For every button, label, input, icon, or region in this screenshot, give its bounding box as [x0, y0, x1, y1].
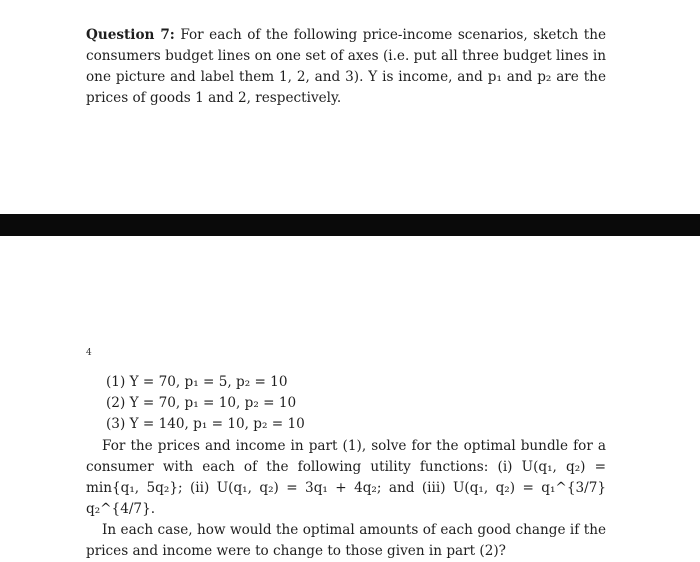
scenario-3: (3) Y = 140, p₁ = 10, p₂ = 10	[106, 416, 305, 432]
scenario-list	[106, 372, 305, 435]
utility-functions-paragraph: For the prices and income in part (1), solve for the optimal bundle for a consumer with each of the following utility functions: (i) U(q₁, q₂) = min{q₁, 5q₂}; (ii) U(q₁, q₂) = 3q₁ + 4q₂; and (iii) U(q₁, q₂) = q₁^{3/7} q₂^{4/7}.	[86, 438, 606, 517]
question-7-paragraph	[86, 25, 606, 109]
redaction-bar	[0, 214, 700, 236]
scenario-1: (1) Y = 70, p₁ = 5, p₂ = 10	[106, 374, 288, 390]
question-label: Question 7:	[86, 27, 175, 43]
page-number: 4	[86, 348, 92, 358]
question-text: For each of the following price-income scenarios, sketch the consumers budget lines on one set of axes (i.e. put all three budget lines in one picture and label them 1, 2, and 3). Y is income, and p₁ and p₂ are the prices of goods 1 and 2, respectively.	[86, 27, 606, 106]
price-change-paragraph: In each case, how would the optimal amounts of each good change if the prices and income were to change to those given in part (2)?	[86, 522, 606, 559]
question-body	[86, 436, 606, 562]
scenario-2: (2) Y = 70, p₁ = 10, p₂ = 10	[106, 395, 297, 411]
